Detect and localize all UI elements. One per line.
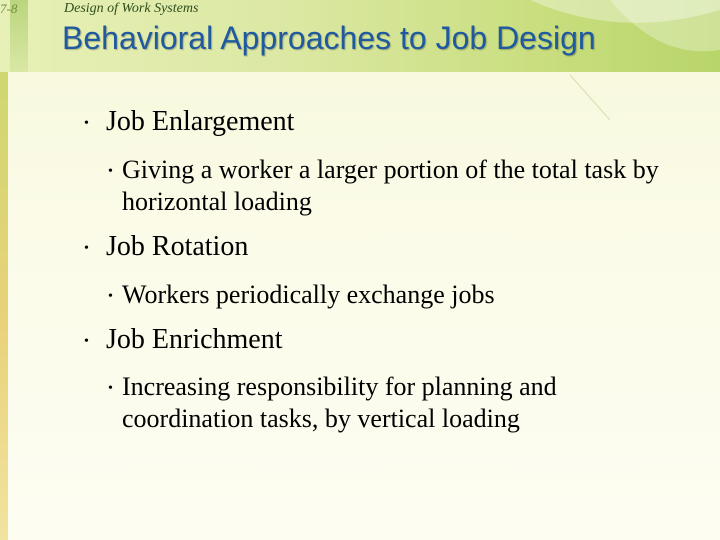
bullet-job-enrichment xyxy=(84,324,283,356)
slide-title: Behavioral Approaches to Job Design xyxy=(62,20,596,56)
sub-bullet-text: Increasing responsibility for planning and coordination tasks, by vertical loading xyxy=(122,372,557,433)
bullet-dot-icon: • xyxy=(84,240,89,256)
bullet-dot-icon: • xyxy=(84,115,89,131)
left-accent-strip xyxy=(0,0,8,540)
bullet-label: Job Rotation xyxy=(106,231,249,262)
bullet-dot-icon: • xyxy=(84,333,89,349)
slide-number: 7-8 xyxy=(0,1,18,16)
bullet-label: Job Enlargement xyxy=(106,106,295,137)
bullet-job-enlargement xyxy=(84,106,294,138)
sub-bullet-job-enrichment xyxy=(108,371,682,435)
sub-bullet-dot-icon: • xyxy=(108,164,113,180)
sub-bullet-job-rotation xyxy=(108,279,682,313)
bullet-label: Job Enrichment xyxy=(106,324,283,355)
sub-bullet-job-enlargement xyxy=(108,154,682,218)
sub-bullet-dot-icon: • xyxy=(108,289,113,305)
sub-bullet-text: Giving a worker a larger portion of the total task by horizontal loading xyxy=(122,155,659,216)
bullet-job-rotation xyxy=(84,231,248,263)
subject-caption: Design of Work Systems xyxy=(64,1,199,16)
sub-bullet-text: Workers periodically exchange jobs xyxy=(122,280,495,309)
sub-bullet-dot-icon: • xyxy=(108,381,113,397)
